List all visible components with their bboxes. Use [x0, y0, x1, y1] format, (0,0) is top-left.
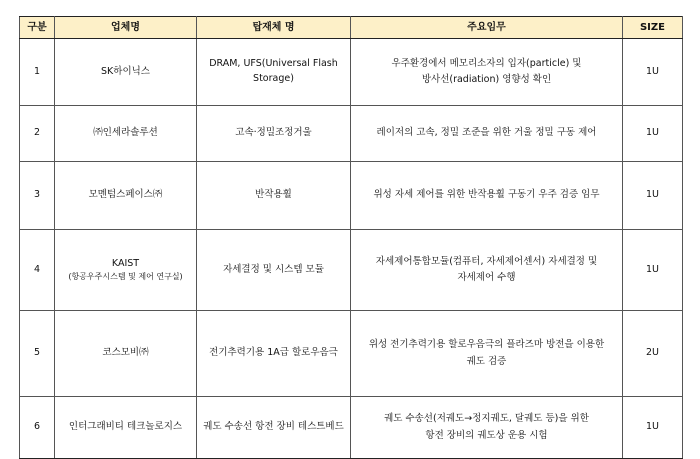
mission-line: 궤도 수송선(저궤도→정지궤도, 달궤도 등)을 위한: [384, 413, 589, 425]
company-name: 코스모비㈜: [102, 347, 149, 359]
row-size: 1U: [623, 39, 683, 106]
company-subtitle: (항공우주시스템 및 제어 연구실): [68, 272, 183, 282]
table-row: [20, 162, 683, 230]
row-mission: [351, 397, 623, 459]
mission-line: 위성 자세 제어를 위한 반작용휠 구동기 우주 검증 임무: [373, 189, 600, 201]
row-size: 1U: [623, 106, 683, 162]
company-name: 인터그래비티 테크놀로지스: [68, 421, 183, 433]
row-company: [55, 230, 197, 311]
payload-table: [19, 16, 683, 459]
row-company: [55, 162, 197, 230]
company-name: SK하이닉스: [101, 65, 150, 77]
row-payload: 궤도 수송선 항전 장비 테스트베드: [197, 397, 351, 459]
mission-line: 레이저의 고속, 정밀 조준을 위한 거울 정밀 구동 제어: [376, 127, 597, 139]
row-company: [55, 397, 197, 459]
company-name: KAIST: [111, 257, 140, 269]
header-row: [20, 17, 683, 39]
row-no: 6: [20, 397, 55, 459]
row-size: 1U: [623, 397, 683, 459]
row-payload: 고속·정밀조정거울: [197, 106, 351, 162]
mission-line: 자세제어 수행: [457, 272, 516, 283]
mission-line: 위성 전기추력기용 할로우음극의 플라즈마 방전을 이용한: [368, 339, 605, 351]
row-payload: 반작용휠: [197, 162, 351, 230]
mission-line: 우주환경에서 메모리소자의 입자(particle) 및: [391, 57, 582, 69]
mission-line: 궤도 검증: [466, 355, 507, 367]
table-row: [20, 397, 683, 459]
row-mission: [351, 39, 623, 106]
company-name: ㈜인세라솔루션: [93, 127, 158, 139]
header-company: 업체명: [55, 17, 197, 39]
header-no: 구분: [20, 17, 55, 39]
row-payload: DRAM, UFS(Universal Flash Storage): [197, 39, 351, 106]
row-no: 5: [20, 311, 55, 397]
row-size: 1U: [623, 162, 683, 230]
row-payload: 자세결정 및 시스템 모듈: [197, 230, 351, 311]
table-row: [20, 106, 683, 162]
row-no: 1: [20, 39, 55, 106]
row-mission: [351, 106, 623, 162]
mission-line: 자세제어통합모듈(컴퓨터, 자세제어센서) 자세결정 및: [375, 255, 598, 267]
row-mission: [351, 230, 623, 311]
row-mission: [351, 162, 623, 230]
table-row: [20, 39, 683, 106]
row-payload: 전기추력기용 1A급 할로우음극: [197, 311, 351, 397]
row-company: [55, 311, 197, 397]
header-size: SIZE: [623, 17, 683, 39]
header-payload: 탑재체 명: [197, 17, 351, 39]
row-no: 4: [20, 230, 55, 311]
row-size: 2U: [623, 311, 683, 397]
row-no: 2: [20, 106, 55, 162]
mission-line: 방사선(radiation) 영향성 확인: [421, 74, 552, 85]
table-row: [20, 311, 683, 397]
row-company: [55, 39, 197, 106]
row-company: [55, 106, 197, 162]
row-size: 1U: [623, 230, 683, 311]
header-mission: 주요임무: [351, 17, 623, 39]
row-no: 3: [20, 162, 55, 230]
table-row: [20, 230, 683, 311]
company-name: 모멘텀스페이스㈜: [88, 189, 163, 201]
row-mission: [351, 311, 623, 397]
mission-line: 항전 장비의 궤도상 운용 시험: [425, 429, 548, 441]
